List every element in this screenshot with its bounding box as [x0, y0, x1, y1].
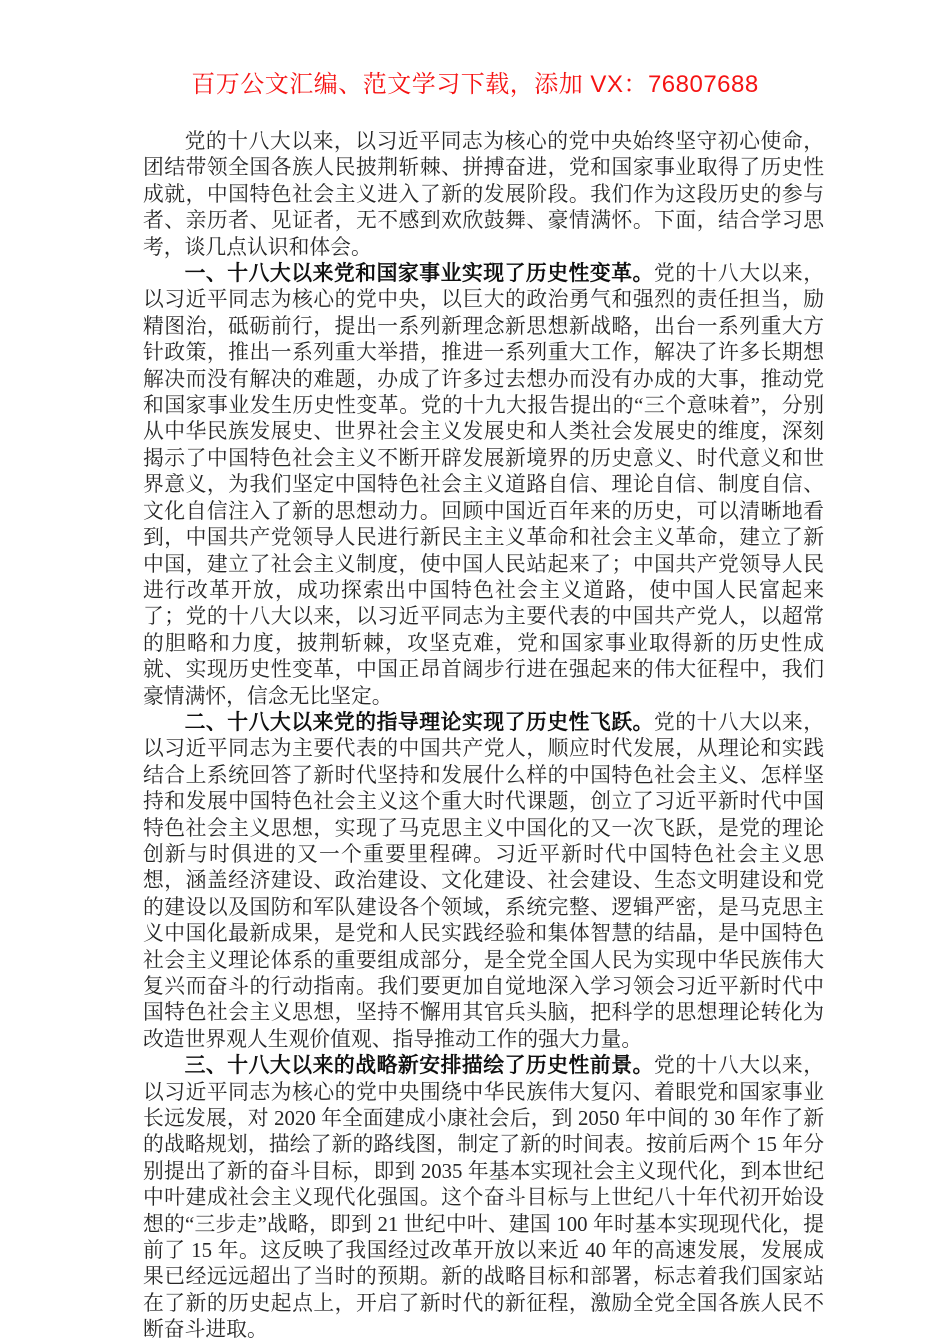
paragraph-text: 党的十八大以来，以习近平同志为核心的党中央始终坚守初心使命，团结带领全国各族人民披荆斩棘、拼搏奋进，党和国家事业取得了历史性成就，中国特色社会主义进入了新的发展阶段。我们作为这段历史的参与者、亲历者、见证者，无不感到欢欣鼓舞、豪情满怀。下面，结合学习思考，谈几点认识和体会。	[143, 130, 824, 259]
paragraph	[143, 261, 824, 710]
document-body	[143, 129, 824, 1344]
paragraph-text: 党的十八大以来，以习近平同志为核心的党中央围绕中华民族伟大复闪、着眼党和国家事业长远发展，对 2020 年全面建成小康社会后，到 2050 年中间的 30 年作了新的战略规划，描绘了新的路线图，制定了新的时间表。按前后两个 15 年分别提出了新的奋斗目标，即到 2035 年基本实现社会主义现代化，到本世纪中叶建成社会主义现代化强国。这个奋斗目标与上世纪八十年代初开始设想的“三步走”战略，即到 21 世纪中叶、建国 100 年时基本实现现代化，提前了 15 年。这反映了我国经过改革开放以来近 40 年的高速发展，发展成果已经远远超出了当时的预期。新的战略目标和部署，标志着我们国家站在了新的历史起点上，开启了新时代的新征程，激励全党全国各族人民不断奋斗进取。	[143, 1054, 825, 1342]
paragraph-heading: 一、十八大以来党和国家事业实现了历史性变革。	[184, 262, 654, 286]
paragraph-heading: 二、十八大以来党的指导理论实现了历史性飞跃。	[184, 710, 654, 734]
paragraph-text: 党的十八大以来，以习近平同志为核心的党中央，以巨大的政治勇气和强烈的责任担当，励精图治，砥砺前行，提出一系列新理念新思想新战略，出台一系列重大方针政策，推出一系列重大举措，推进一系列重大工作，解决了许多长期想解决而没有解决的难题，办成了许多过去想办而没有办成的大事，推动党和国家事业发生历史性变革。党的十九大报告提出的“三个意味着”，分别从中华民族发展史、世界社会主义发展史和人类社会发展史的维度，深刻揭示了中国特色社会主义不断开辟发展新境界的历史意义、时代意义和世界意义，为我们坚定中国特色社会主义道路自信、理论自信、制度自信、文化自信注入了新的思想动力。回顾中国近百年来的历史，可以清晰地看到，中国共产党领导人民进行新民主主义革命和社会主义革命，建立了新中国，建立了社会主义制度，使中国人民站起来了；中国共产党领导人民进行改革开放，成功探索出中国特色社会主义道路，使中国人民富起来了；党的十八大以来，以习近平同志为主要代表的中国共产党人，以超常的胆略和力度，披荆斩棘，攻坚克难，党和国家事业取得新的历史性成就、实现历史性变革，中国正昂首阔步行进在强起来的伟大征程中，我们豪情满怀，信念无比坚定。	[143, 262, 825, 708]
paragraph-heading: 三、十八大以来的战略新安排描绘了历史性前景。	[184, 1054, 654, 1078]
paragraph	[143, 129, 824, 261]
paragraph-text: 党的十八大以来，以习近平同志为主要代表的中国共产党人，顺应时代发展，从理论和实践结合上系统回答了新时代坚持和发展什么样的中国特色社会主义、怎样坚持和发展中国特色社会主义这个重大时代课题，创立了习近平新时代中国特色社会主义思想，实现了马克思主义中国化的又一次飞跃，是党的理论创新与时俱进的又一个重要里程碑。习近平新时代中国特色社会主义思想，涵盖经济建设、政治建设、文化建设、社会建设、生态文明建设和党的建设以及国防和军队建设各个领域，系统完整、逻辑严密，是马克思主义中国化最新成果，是党和人民实践经验和集体智慧的结晶，是中国特色社会主义理论体系的重要组成部分，是全党全国人民为实现中华民族伟大复兴而奋斗的行动指南。我们要更加自觉地深入学习领会习近平新时代中国特色社会主义思想，坚持不懈用其官兵头脑，把科学的思想理论转化为改造世界观人生观价值观、指导推动工作的强大力量。	[143, 710, 825, 1051]
paragraph	[143, 710, 824, 1053]
paragraph	[143, 1053, 824, 1343]
promo-notice: 百万公文汇编、范文学习下载，添加 VX：76807688	[191, 71, 759, 98]
